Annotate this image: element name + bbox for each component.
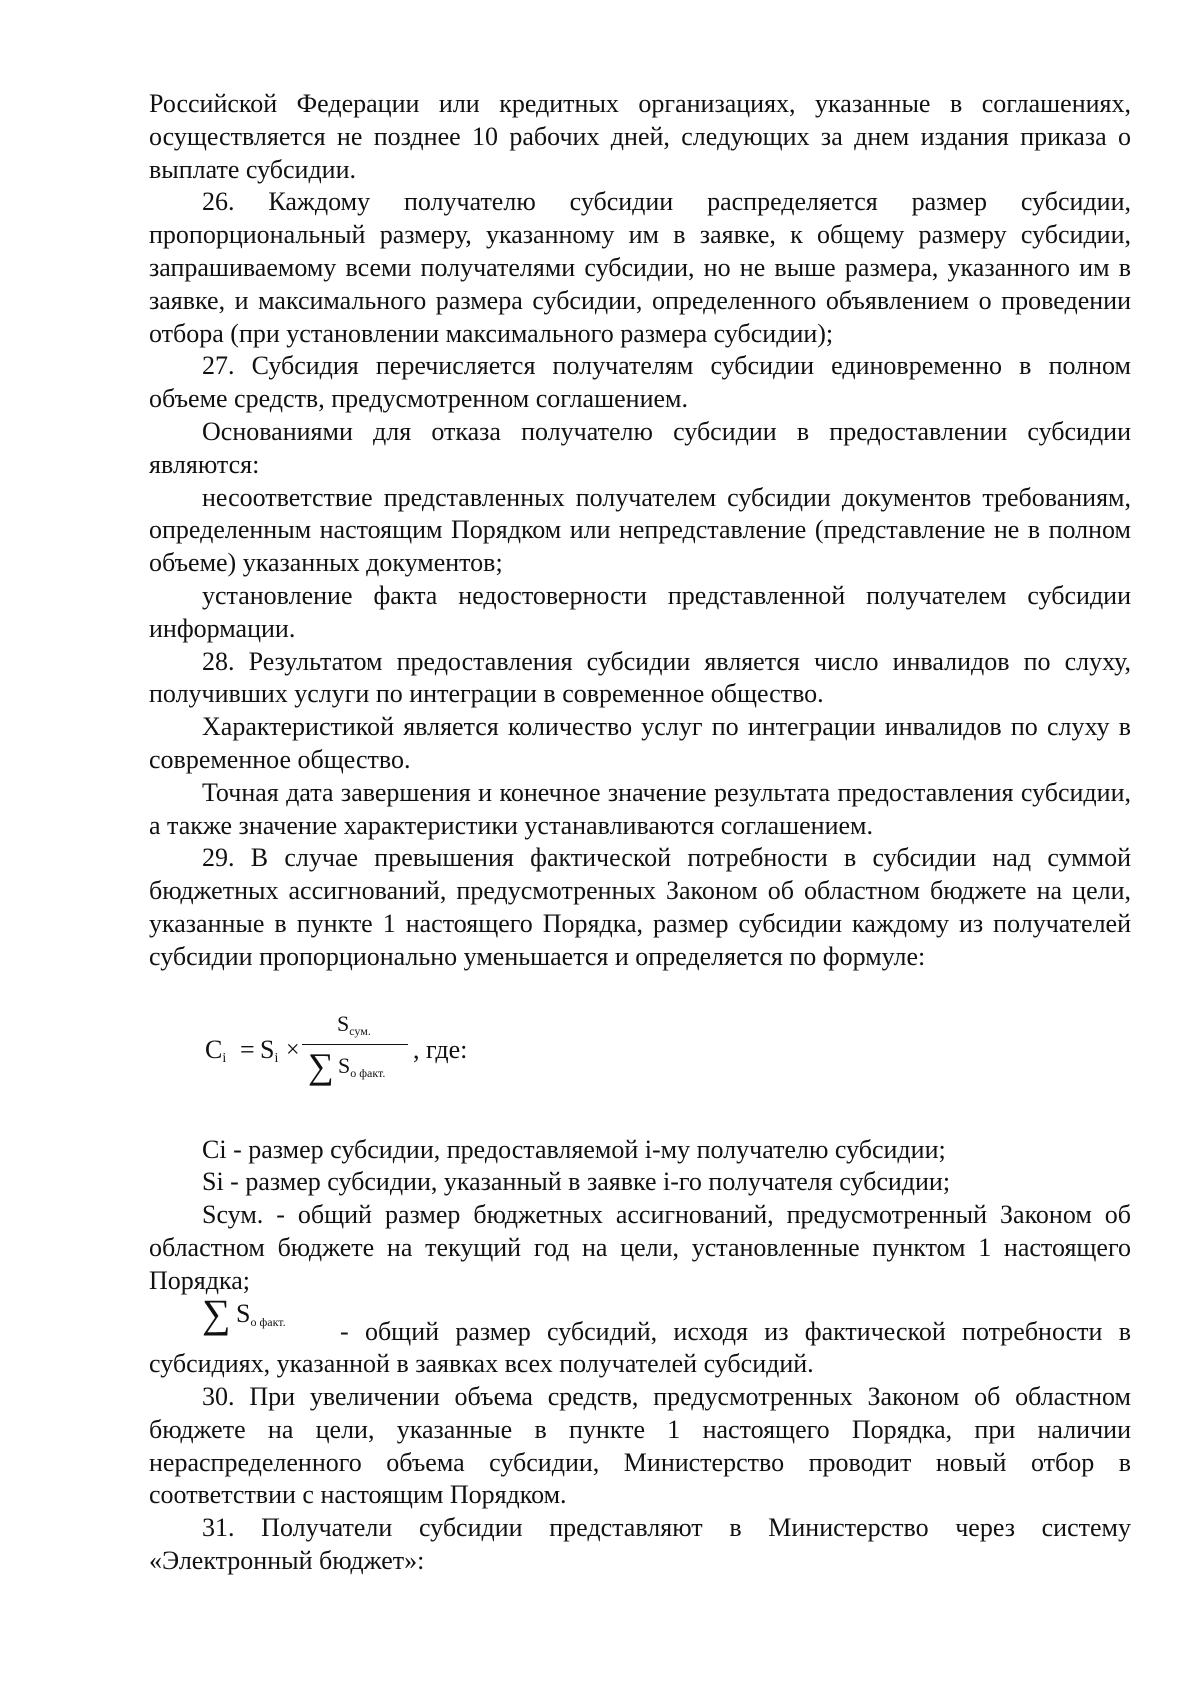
paragraph-28: 28. Результатом предоставления субсидии является число инвалидов по слуху, получивших услуги по интеграции в современное общество. — [149, 646, 1131, 709]
formula-denominator: $S_{о факт.}$ — [338, 1052, 386, 1080]
subsidy-formula — [149, 1008, 1131, 1094]
paragraph-31: 31. Получатели субсидии представляют в Министерство через систему «Электронный бюджет»: — [149, 1513, 1131, 1576]
definition-ssum: Sсум. - общий размер бюджетных ассигнований, предусмотренный Законом об областном бюджете на текущий год на цели, установленные пунктом 1 настоящего Порядка; — [149, 1200, 1131, 1295]
formula-ci: $C_i$ — [205, 1034, 227, 1066]
paragraph-29: 29. В случае превышения фактической потребности в субсидии над суммой бюджетных ассигнований, предусмотренных Законом об областном бюджете на цели, указанные в пункте 1 настоящего Порядка, размер субсидии каждому из получателей субсидии пропорционально уменьшается и определяется по формуле: — [149, 843, 1131, 971]
sum-symbol: ∑ $S_{о факт.}$ — [202, 1290, 286, 1336]
paragraph-refusal-grounds: Основаниями для отказа получателю субсидии в предоставлении субсидии являются: — [149, 416, 1131, 479]
paragraph-continuation: Российской Федерации или кредитных организациях, указанные в соглашениях, осуществляется не позднее 10 рабочих дней, следующих за днем издания приказа о выплате субсидии. — [149, 89, 1131, 184]
paragraph-27: 27. Субсидия перечисляется получателям субсидии единовременно в полном объеме средств, предусмотренном соглашением. — [149, 351, 1131, 414]
formula-times: × — [286, 1036, 300, 1063]
formula-numerator: $S_{сум.}$ — [337, 1010, 371, 1038]
definition-sfact — [149, 1290, 1131, 1382]
formula-equals: = — [240, 1034, 255, 1064]
paragraph-characteristic: Характеристикой является количество услуг по интеграции инвалидов по слуху в современное общество. — [149, 712, 1131, 774]
paragraph-mismatch: несоответствие представленных получателем субсидии документов требованиям, определенным настоящим Порядком или непредставление (представление не в полном объеме) указанных документов; — [149, 482, 1131, 578]
formula-where: , где: — [413, 1034, 468, 1064]
paragraph-unreliable-info: установление факта недостоверности представленной получателем субсидии информации. — [149, 580, 1131, 643]
paragraph-exact-date: Точная дата завершения и конечное значение результата предоставления субсидии, а также значение характеристики устанавливаются соглашением. — [149, 777, 1131, 840]
definition-sfact-text: - общий размер субсидий, исходя из фактической потребности в субсидиях, указанной в заявках всех получателей субсидий. — [149, 1316, 1131, 1379]
paragraph-26: 26. Каждому получателю субсидии распределяется размер субсидии, пропорциональный размеру, указанному им в заявке, к общему размеру субсидии, запрашиваемому всеми получателями субсидии, но не выше размера, указанного им в заявке, и максимального размера субсидии, определенного объявлением о проведении отбора (при установлении максимального размера субсидии); — [149, 187, 1131, 348]
sigma-symbol: ∑ — [308, 1045, 334, 1086]
formula-si: $S_i$ — [260, 1034, 279, 1066]
definition-ci: Ci - размер субсидии, предоставляемой i-му получателю субсидии; — [202, 1134, 946, 1164]
formula-fraction — [302, 1008, 408, 1094]
definition-si: Si - размер субсидии, указанный в заявке i-го получателя субсидии; — [202, 1167, 951, 1197]
document-body — [149, 88, 1131, 1578]
sigma-symbol: ∑ — [202, 1290, 231, 1336]
paragraph-30: 30. При увеличении объема средств, предусмотренных Законом об областном бюджете на цели, указанные в пункте 1 настоящего Порядка, при наличии нераспределенного объема субсидии, Министерство проводит новый отбор в соответствии с настоящим Порядком. — [149, 1382, 1131, 1510]
